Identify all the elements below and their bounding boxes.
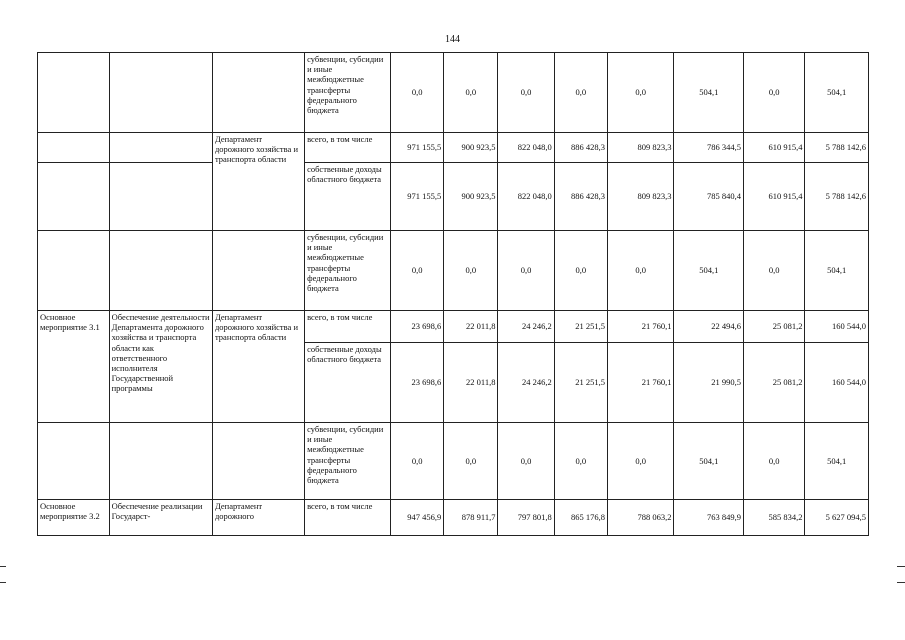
- value-cell: 886 428,3: [554, 163, 607, 231]
- description-cell: Обеспечение реализации Государст-: [109, 500, 212, 536]
- value-cell: 23 698,6: [391, 343, 444, 423]
- table-row: [38, 311, 869, 343]
- funding-source-cell: субвенции, субсидии и иные межбюджетные трансферты федерального бюджета: [305, 53, 391, 133]
- value-cell: 763 849,9: [674, 500, 744, 536]
- value-cell: 0,0: [744, 423, 805, 500]
- value-cell: 0,0: [391, 423, 444, 500]
- table-row: [38, 231, 869, 311]
- activity-cell: Основное мероприятие 3.1: [38, 311, 110, 423]
- value-cell: 900 923,5: [444, 163, 498, 231]
- activity-cell: [38, 423, 110, 500]
- value-cell: 504,1: [805, 423, 869, 500]
- description-cell: [109, 163, 212, 231]
- left-margin-mark: [0, 566, 6, 567]
- activity-cell: [38, 163, 110, 231]
- value-cell: 0,0: [744, 53, 805, 133]
- value-cell: 0,0: [444, 231, 498, 311]
- budget-table: [37, 52, 869, 536]
- value-cell: 504,1: [805, 53, 869, 133]
- value-cell: 22 011,8: [444, 311, 498, 343]
- value-cell: 0,0: [498, 53, 554, 133]
- value-cell: 0,0: [498, 423, 554, 500]
- executor-cell: [212, 53, 304, 133]
- table-row: [38, 133, 869, 163]
- executor-cell: [212, 423, 304, 500]
- activity-cell: [38, 53, 110, 133]
- description-cell: [109, 53, 212, 133]
- value-cell: 0,0: [744, 231, 805, 311]
- value-cell: 585 834,2: [744, 500, 805, 536]
- executor-cell: Департамент дорожного: [212, 500, 304, 536]
- value-cell: 947 456,9: [391, 500, 444, 536]
- value-cell: 0,0: [607, 53, 674, 133]
- value-cell: 0,0: [444, 423, 498, 500]
- funding-source-cell: собственные доходы областного бюджета: [305, 163, 391, 231]
- funding-source-cell: субвенции, субсидии и иные межбюджетные трансферты федерального бюджета: [305, 231, 391, 311]
- funding-source-cell: всего, в том числе: [305, 311, 391, 343]
- value-cell: 25 081,2: [744, 343, 805, 423]
- description-cell: Обеспечение деятельности Департамента дорожного хозяйства и транспорта области как ответственного исполнителя Государственной программы: [109, 311, 212, 423]
- right-margin-mark: [897, 566, 905, 567]
- page-number: 144: [445, 34, 460, 45]
- value-cell: 865 176,8: [554, 500, 607, 536]
- value-cell: 22 494,6: [674, 311, 744, 343]
- value-cell: 0,0: [391, 53, 444, 133]
- value-cell: 900 923,5: [444, 133, 498, 163]
- value-cell: 971 155,5: [391, 133, 444, 163]
- value-cell: 886 428,3: [554, 133, 607, 163]
- table-row: [38, 500, 869, 536]
- value-cell: 160 544,0: [805, 311, 869, 343]
- value-cell: 878 911,7: [444, 500, 498, 536]
- value-cell: 0,0: [554, 423, 607, 500]
- value-cell: 21 760,1: [607, 311, 674, 343]
- activity-cell: Основное мероприятие 3.2: [38, 500, 110, 536]
- value-cell: 610 915,4: [744, 133, 805, 163]
- value-cell: 5 788 142,6: [805, 163, 869, 231]
- value-cell: 822 048,0: [498, 163, 554, 231]
- funding-source-cell: всего, в том числе: [305, 133, 391, 163]
- table-row: [38, 163, 869, 231]
- value-cell: 5 788 142,6: [805, 133, 869, 163]
- value-cell: 788 063,2: [607, 500, 674, 536]
- executor-cell: Департамент дорожного хозяйства и транспорта области: [212, 133, 304, 231]
- value-cell: 22 011,8: [444, 343, 498, 423]
- value-cell: 610 915,4: [744, 163, 805, 231]
- value-cell: 797 801,8: [498, 500, 554, 536]
- funding-source-cell: собственные доходы областного бюджета: [305, 343, 391, 423]
- executor-cell: [212, 231, 304, 311]
- value-cell: 0,0: [554, 53, 607, 133]
- value-cell: 5 627 094,5: [805, 500, 869, 536]
- value-cell: 21 251,5: [554, 343, 607, 423]
- activity-cell: [38, 133, 110, 163]
- value-cell: 25 081,2: [744, 311, 805, 343]
- value-cell: 809 823,3: [607, 133, 674, 163]
- funding-source-cell: субвенции, субсидии и иные межбюджетные трансферты федерального бюджета: [305, 423, 391, 500]
- value-cell: 504,1: [674, 423, 744, 500]
- left-margin-mark: [0, 582, 6, 583]
- value-cell: 786 344,5: [674, 133, 744, 163]
- funding-source-cell: всего, в том числе: [305, 500, 391, 536]
- description-cell: [109, 133, 212, 163]
- value-cell: 971 155,5: [391, 163, 444, 231]
- value-cell: 160 544,0: [805, 343, 869, 423]
- value-cell: 0,0: [498, 231, 554, 311]
- value-cell: 23 698,6: [391, 311, 444, 343]
- value-cell: 0,0: [444, 53, 498, 133]
- value-cell: 0,0: [607, 231, 674, 311]
- value-cell: 0,0: [391, 231, 444, 311]
- value-cell: 0,0: [607, 423, 674, 500]
- right-margin-mark: [897, 582, 905, 583]
- value-cell: 809 823,3: [607, 163, 674, 231]
- table-row: [38, 53, 869, 133]
- value-cell: 785 840,4: [674, 163, 744, 231]
- value-cell: 24 246,2: [498, 343, 554, 423]
- value-cell: 504,1: [805, 231, 869, 311]
- value-cell: 21 251,5: [554, 311, 607, 343]
- value-cell: 504,1: [674, 53, 744, 133]
- value-cell: 504,1: [674, 231, 744, 311]
- description-cell: [109, 423, 212, 500]
- activity-cell: [38, 231, 110, 311]
- value-cell: 822 048,0: [498, 133, 554, 163]
- value-cell: 24 246,2: [498, 311, 554, 343]
- value-cell: 0,0: [554, 231, 607, 311]
- table-row: [38, 423, 869, 500]
- value-cell: 21 990,5: [674, 343, 744, 423]
- description-cell: [109, 231, 212, 311]
- value-cell: 21 760,1: [607, 343, 674, 423]
- executor-cell: Департамент дорожного хозяйства и транспорта области: [212, 311, 304, 423]
